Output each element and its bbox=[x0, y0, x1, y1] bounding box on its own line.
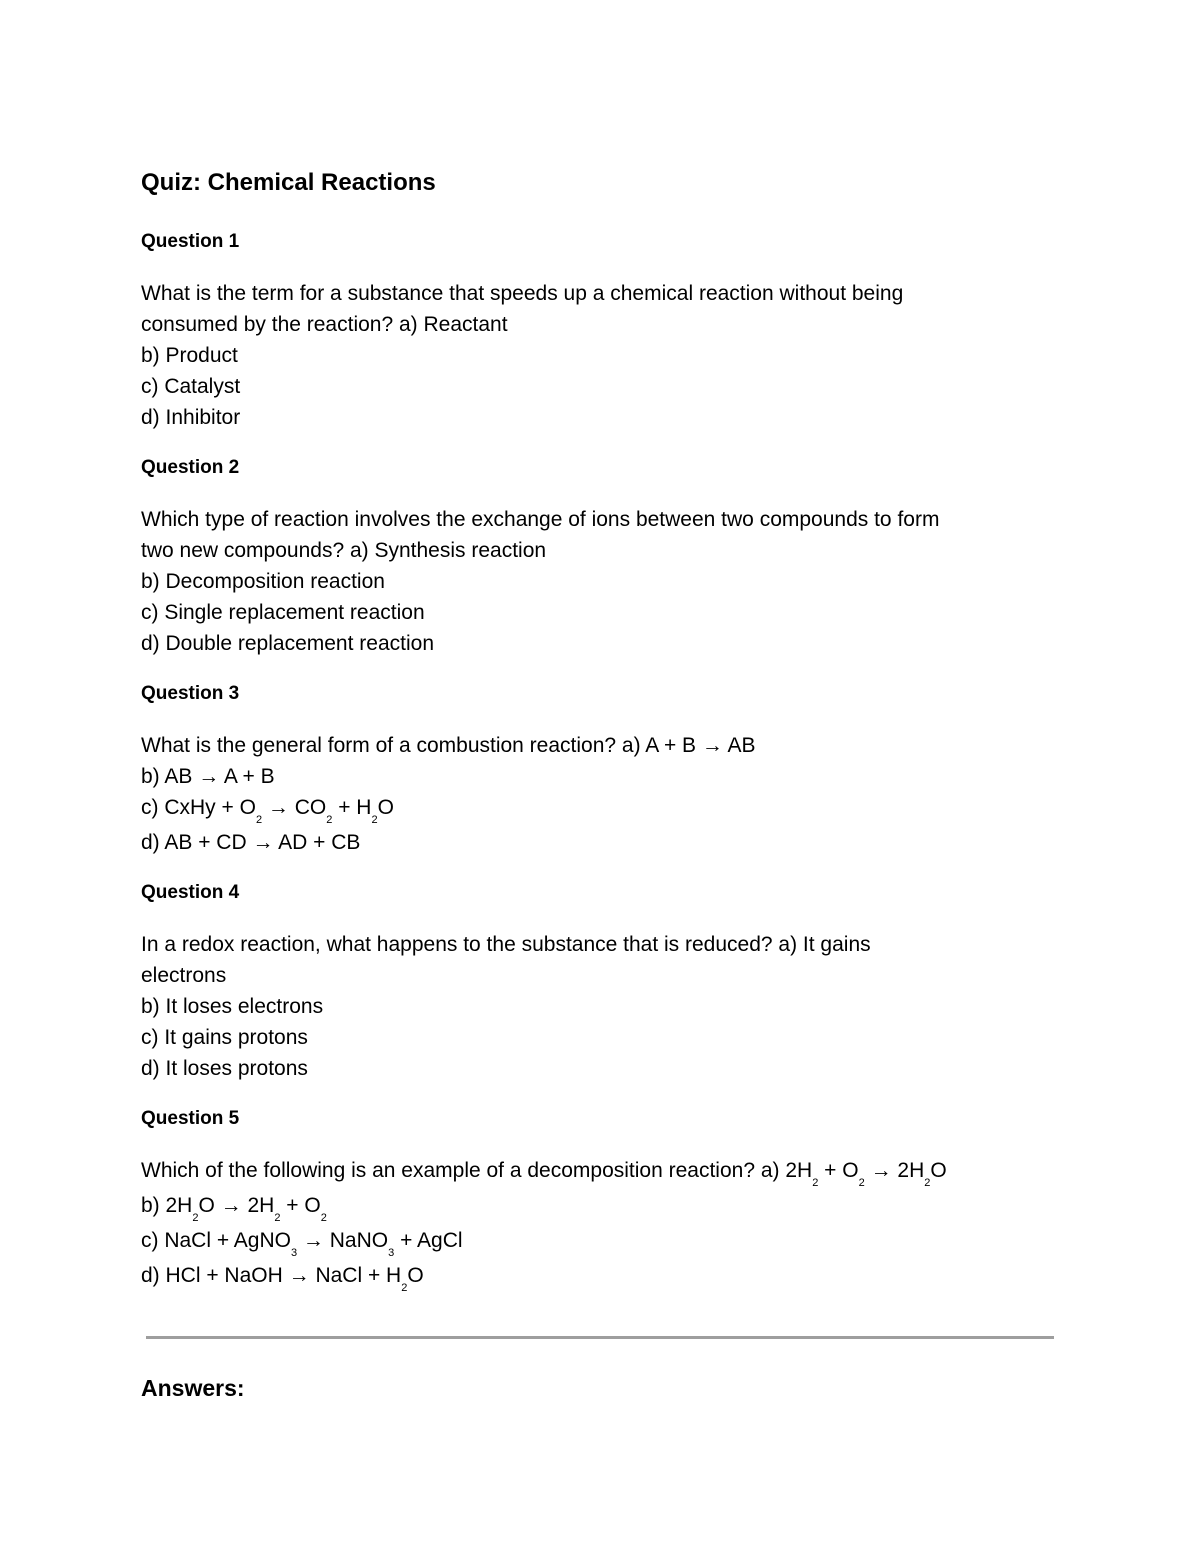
questions-list bbox=[141, 230, 1061, 1295]
question-body bbox=[141, 929, 1061, 1084]
question-heading: Question 3 bbox=[141, 683, 240, 704]
subscript: 2 bbox=[858, 1177, 865, 1189]
subscript: 2 bbox=[274, 1212, 281, 1224]
question-text-line bbox=[141, 730, 1061, 761]
answer-option-line bbox=[141, 1260, 1061, 1295]
text-segment: c) It gains protons bbox=[141, 1026, 308, 1049]
answer-option-line bbox=[141, 761, 1061, 792]
text-segment: + O bbox=[818, 1159, 859, 1182]
text-segment: → CO bbox=[262, 796, 327, 819]
text-segment: d) Double replacement reaction bbox=[141, 632, 434, 655]
text-segment: → 2H bbox=[864, 1159, 925, 1182]
text-segment: b) 2H bbox=[141, 1194, 193, 1217]
answer-option-line bbox=[141, 535, 1061, 566]
text-segment: Which type of reaction involves the exchange of ions between two compounds to form bbox=[141, 508, 940, 531]
text-segment: + H bbox=[332, 796, 372, 819]
answer-option-line bbox=[141, 597, 1061, 628]
text-segment: Which of the following is an example of a decomposition reaction? a) 2H bbox=[141, 1159, 813, 1182]
answers-heading: Answers: bbox=[141, 1375, 245, 1401]
text-segment: What is the term for a substance that speeds up a chemical reaction without being bbox=[141, 282, 904, 305]
text-segment: electrons bbox=[141, 964, 227, 987]
text-segment: O bbox=[930, 1159, 947, 1182]
question-text-line bbox=[141, 504, 1061, 535]
question-body bbox=[141, 278, 1061, 433]
question-heading: Question 2 bbox=[141, 457, 240, 478]
subscript: 2 bbox=[320, 1212, 327, 1224]
answer-option-line bbox=[141, 340, 1061, 371]
question-text-line bbox=[141, 1155, 1061, 1190]
subscript: 2 bbox=[371, 814, 378, 826]
quiz-document bbox=[141, 168, 1061, 1318]
text-segment: b) AB → A + B bbox=[141, 765, 275, 788]
text-segment: O bbox=[377, 796, 394, 819]
text-segment: d) It loses protons bbox=[141, 1057, 308, 1080]
question-heading: Question 4 bbox=[141, 882, 240, 903]
text-segment: consumed by the reaction? a) Reactant bbox=[141, 313, 508, 336]
subscript: 2 bbox=[192, 1212, 199, 1224]
question-text-line bbox=[141, 278, 1061, 309]
horizontal-divider bbox=[146, 1336, 1054, 1339]
text-segment: d) HCl + NaOH → NaCl + H bbox=[141, 1264, 402, 1287]
answer-option-line bbox=[141, 371, 1061, 402]
answer-option-line bbox=[141, 1053, 1061, 1084]
subscript: 2 bbox=[924, 1177, 931, 1189]
text-segment: b) It loses electrons bbox=[141, 995, 324, 1018]
subscript: 2 bbox=[326, 814, 333, 826]
text-segment: c) Single replacement reaction bbox=[141, 601, 425, 624]
answer-option-line bbox=[141, 1225, 1061, 1260]
text-segment: → NaNO bbox=[297, 1229, 389, 1252]
subscript: 2 bbox=[812, 1177, 819, 1189]
question-heading: Question 1 bbox=[141, 231, 240, 252]
subscript: 3 bbox=[290, 1247, 298, 1259]
text-segment: In a redox reaction, what happens to the substance that is reduced? a) It gains bbox=[141, 933, 871, 956]
text-segment: d) AB + CD → AD + CB bbox=[141, 831, 361, 854]
answer-option-line bbox=[141, 792, 1061, 827]
text-segment: O → 2H bbox=[198, 1194, 275, 1217]
answer-option-line bbox=[141, 628, 1061, 659]
text-segment: + O bbox=[280, 1194, 321, 1217]
text-segment: c) NaCl + AgNO bbox=[141, 1229, 291, 1252]
answer-option-line bbox=[141, 960, 1061, 991]
answer-option-line bbox=[141, 309, 1061, 340]
text-segment: + AgCl bbox=[394, 1229, 463, 1252]
subscript: 3 bbox=[388, 1247, 395, 1259]
question-heading: Question 5 bbox=[141, 1108, 240, 1129]
text-segment: What is the general form of a combustion reaction? a) A + B → AB bbox=[141, 734, 756, 757]
question-body bbox=[141, 1155, 1061, 1295]
text-segment: two new compounds? a) Synthesis reaction bbox=[141, 539, 547, 562]
quiz-title: Quiz: Chemical Reactions bbox=[141, 169, 436, 196]
text-segment: d) Inhibitor bbox=[141, 406, 241, 429]
answer-option-line bbox=[141, 566, 1061, 597]
subscript: 2 bbox=[401, 1282, 408, 1294]
text-segment: O bbox=[407, 1264, 424, 1287]
text-segment: b) Product bbox=[141, 344, 238, 367]
text-segment: c) CxHy + O bbox=[141, 796, 256, 819]
text-segment: b) Decomposition reaction bbox=[141, 570, 385, 593]
question-text-line bbox=[141, 929, 1061, 960]
question-body bbox=[141, 730, 1061, 858]
question-body bbox=[141, 504, 1061, 659]
subscript: 2 bbox=[255, 814, 263, 826]
text-segment: c) Catalyst bbox=[141, 375, 241, 398]
answer-option-line bbox=[141, 1022, 1061, 1053]
answer-option-line bbox=[141, 1190, 1061, 1225]
answer-option-line bbox=[141, 991, 1061, 1022]
answer-option-line bbox=[141, 402, 1061, 433]
answer-option-line bbox=[141, 827, 1061, 858]
